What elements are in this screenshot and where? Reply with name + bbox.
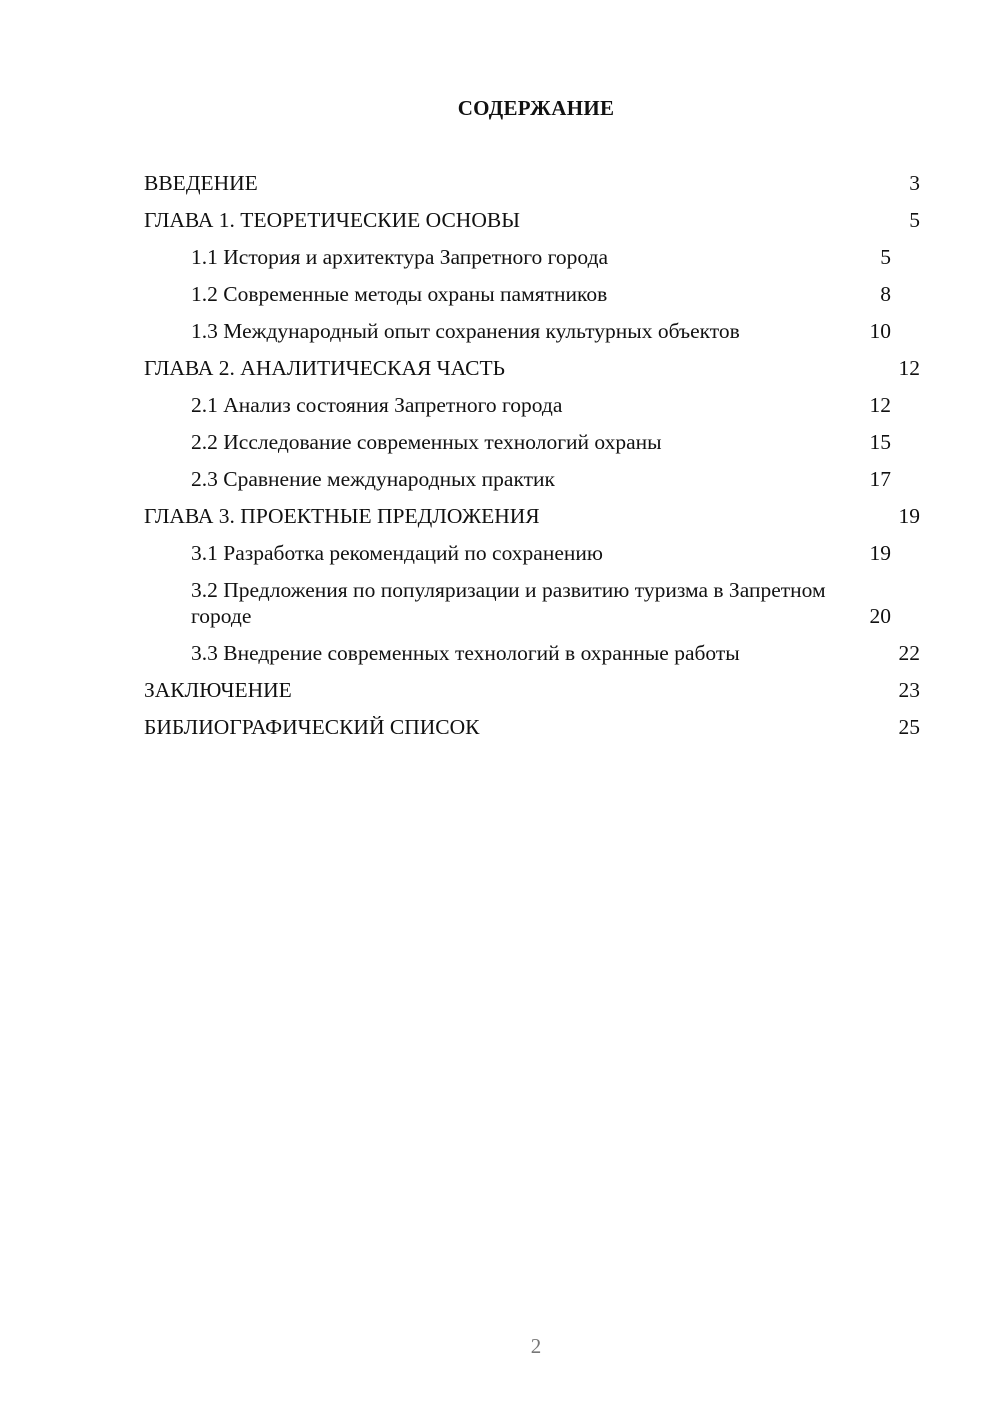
toc-entry-label: 3.1 Разработка рекомендаций по сохранению (191, 541, 603, 565)
toc-entry-label: 2.2 Исследование современных технологий охраны (191, 430, 662, 454)
toc-entry (144, 640, 920, 666)
toc-entry-label: ГЛАВА 3. ПРОЕКТНЫЕ ПРЕДЛОЖЕНИЯ (144, 504, 540, 528)
toc-entry (144, 466, 920, 492)
toc-entry-label: ГЛАВА 2. АНАЛИТИЧЕСКАЯ ЧАСТЬ (144, 356, 505, 380)
toc-entry-label: ЗАКЛЮЧЕНИЕ (144, 678, 292, 702)
toc-entry-page: 15 (869, 430, 891, 454)
toc-entry (144, 355, 920, 381)
toc-entry-label: 3.2 Предложения по популяризации и развитию туризма в Запретном городе (191, 578, 826, 628)
toc-entry-page: 23 (898, 678, 920, 702)
toc-entry-page: 20 (869, 604, 891, 628)
toc-entry-label: 1.1 История и архитектура Запретного города (191, 245, 609, 269)
toc-entry (144, 540, 920, 566)
toc-entry-page: 17 (869, 467, 891, 491)
toc-entry (144, 318, 920, 344)
toc-entry-page: 8 (880, 282, 891, 306)
toc-entry-page: 12 (869, 393, 891, 417)
toc-entry-label: 2.1 Анализ состояния Запретного города (191, 393, 563, 417)
toc-entry (144, 577, 920, 629)
toc-entry-label: ГЛАВА 1. ТЕОРЕТИЧЕСКИЕ ОСНОВЫ (144, 208, 520, 232)
toc-entry (144, 207, 920, 233)
toc-entry-label: БИБЛИОГРАФИЧЕСКИЙ СПИСОК (144, 715, 480, 739)
toc-entry (144, 503, 920, 529)
toc-title: СОДЕРЖАНИЕ (457, 96, 615, 120)
toc-entry-page: 5 (880, 245, 891, 269)
toc-entry-page: 12 (898, 356, 920, 380)
toc-entry-page: 19 (869, 541, 891, 565)
page-number: 2 (530, 1334, 542, 1358)
toc-entry-label: 1.2 Современные методы охраны памятников (191, 282, 608, 306)
toc-entry-label: 2.3 Сравнение международных практик (191, 467, 555, 491)
toc-entry (144, 677, 920, 703)
toc-entry (144, 392, 920, 418)
toc-entry-page: 5 (909, 208, 920, 232)
toc-entry (144, 714, 920, 740)
toc-entry-page: 25 (898, 715, 920, 739)
toc-entry-page: 22 (898, 641, 920, 665)
toc-entry-label: 1.3 Международный опыт сохранения культурных объектов (191, 319, 740, 343)
table-of-contents (144, 170, 920, 740)
toc-entry-page: 10 (869, 319, 891, 343)
toc-entry-page: 19 (898, 504, 920, 528)
toc-entry (144, 429, 920, 455)
toc-entry (144, 281, 920, 307)
toc-entry (144, 244, 920, 270)
toc-entry (144, 170, 920, 196)
toc-entry-label: ВВЕДЕНИЕ (144, 171, 258, 195)
toc-entry-label: 3.3 Внедрение современных технологий в охранные работы (191, 641, 740, 665)
toc-entry-page: 3 (909, 171, 920, 195)
